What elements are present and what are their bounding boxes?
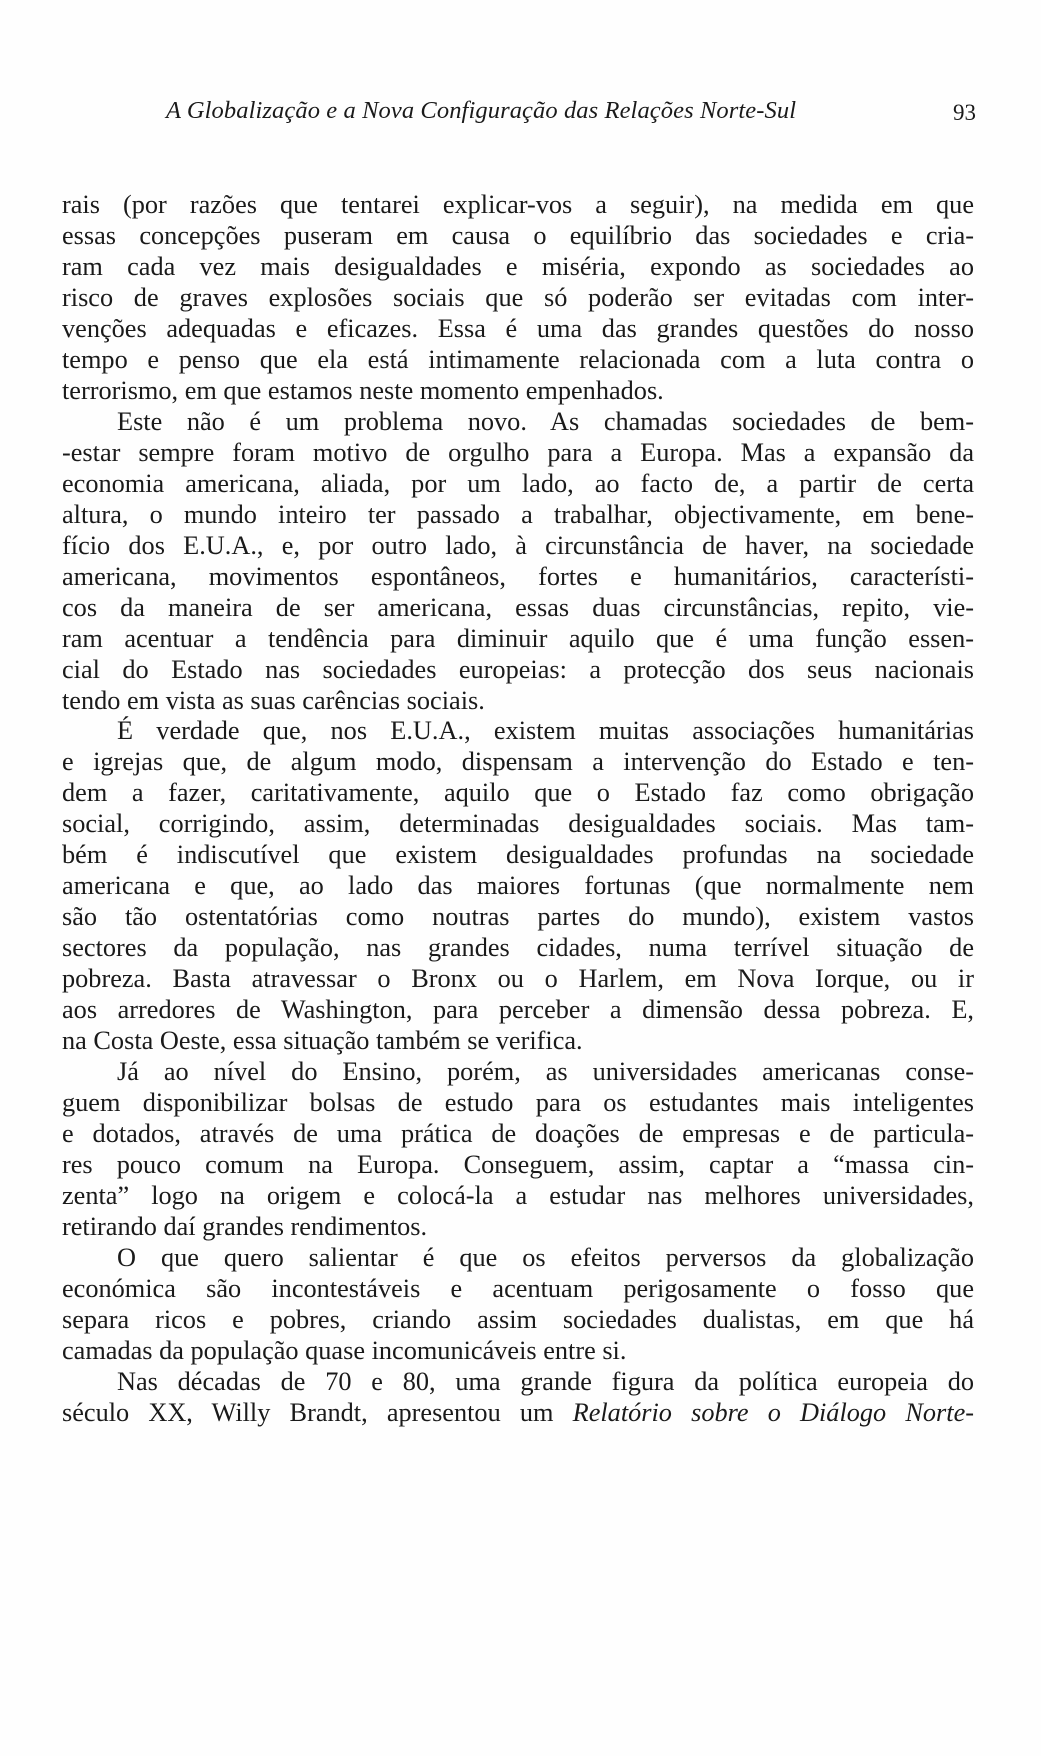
running-title: A Globalização e a Nova Configuração das Relações Norte-Sul: [166, 97, 797, 124]
text-line: separa ricos e pobres, criando assim sociedades dualistas, em que há: [62, 1304, 974, 1334]
text-line: são tão ostentatórias como noutras partes do mundo), existem vastos: [62, 902, 974, 932]
text-line: bém é indiscutível que existem desigualdades profundas na sociedade: [62, 840, 974, 870]
text-line-final: [62, 1398, 974, 1429]
text-line: aos arredores de Washington, para perceber a dimensão dessa pobreza. E,: [62, 995, 974, 1025]
report-title-italic: Relatório sobre o Diálogo Norte-: [572, 1397, 974, 1427]
text-line: res pouco comum na Europa. Conseguem, assim, captar a “massa cin-: [62, 1150, 974, 1180]
text-line: cos da maneira de ser americana, essas duas circunstâncias, repito, vie-: [62, 592, 974, 622]
text-line: terrorismo, em que estamos neste momento empenhados.: [62, 375, 664, 405]
text-line: Nas décadas de 70 e 80, uma grande figura da política europeia do: [117, 1366, 974, 1396]
text-line: altura, o mundo inteiro ter passado a trabalhar, objectivamente, em bene-: [62, 499, 974, 529]
text-line: camadas da população quase incomunicáveis entre si.: [62, 1335, 627, 1365]
page-number: 93: [953, 100, 976, 125]
text-line: económica são incontestáveis e acentuam perigosamente o fosso que: [62, 1273, 974, 1303]
text-line: guem disponibilizar bolsas de estudo para os estudantes mais inteligentes: [62, 1088, 974, 1118]
body-text: [62, 190, 974, 1429]
text-line: essas concepções puseram em causa o equilíbrio das sociedades e cria-: [62, 220, 974, 250]
text-line: economia americana, aliada, por um lado, ao facto de, a partir de certa: [62, 468, 974, 498]
text-line: dem a fazer, caritativamente, aquilo que o Estado faz como obrigação: [62, 778, 974, 808]
text-line: Este não é um problema novo. As chamadas sociedades de bem-: [117, 406, 974, 436]
text-line: americana e que, ao lado das maiores fortunas (que normalmente nem: [62, 871, 974, 901]
text-line: social, corrigindo, assim, determinadas desigualdades sociais. Mas tam-: [62, 809, 974, 839]
text-line: Já ao nível do Ensino, porém, as universidades americanas conse-: [117, 1057, 974, 1087]
final-line-roman-text: século XX, Willy Brandt, apresentou um: [62, 1397, 573, 1427]
text-line: -estar sempre foram motivo de orgulho para a Europa. Mas a expansão da: [62, 437, 974, 467]
text-line: e igrejas que, de algum modo, dispensam a intervenção do Estado e ten-: [62, 747, 974, 777]
text-line: sectores da população, nas grandes cidades, numa terrível situação de: [62, 933, 974, 963]
text-line: pobreza. Basta atravessar o Bronx ou o Harlem, em Nova Iorque, ou ir: [62, 964, 974, 994]
text-line: tempo e penso que ela está intimamente relacionada com a luta contra o: [62, 344, 974, 374]
text-line: risco de graves explosões sociais que só poderão ser evitadas com inter-: [62, 282, 974, 312]
text-line: tendo em vista as suas carências sociais.: [62, 685, 485, 715]
text-line: É verdade que, nos E.U.A., existem muitas associações humanitárias: [117, 716, 974, 746]
running-head: [166, 97, 976, 131]
text-line: O que quero salientar é que os efeitos perversos da globalização: [117, 1242, 974, 1272]
text-line: ram cada vez mais desigualdades e miséria, expondo as sociedades ao: [62, 251, 974, 281]
text-line: venções adequadas e eficazes. Essa é uma das grandes questões do nosso: [62, 313, 974, 343]
text-line: fício dos E.U.A., e, por outro lado, à circunstância de haver, na sociedade: [62, 530, 974, 560]
text-line: cial do Estado nas sociedades europeias: a protecção dos seus nacionais: [62, 654, 974, 684]
text-line: e dotados, através de uma prática de doações de empresas e de particula-: [62, 1119, 974, 1149]
text-line: retirando daí grandes rendimentos.: [62, 1211, 428, 1241]
text-line: ram acentuar a tendência para diminuir aquilo que é uma função essen-: [62, 623, 974, 653]
text-line: americana, movimentos espontâneos, fortes e humanitários, característi-: [62, 561, 974, 591]
text-line: zenta” logo na origem e colocá-la a estudar nas melhores universidades,: [62, 1181, 974, 1210]
text-line: na Costa Oeste, essa situação também se verifica.: [62, 1026, 583, 1056]
text-line: rais (por razões que tentarei explicar-vos a seguir), na medida em que: [62, 190, 974, 219]
